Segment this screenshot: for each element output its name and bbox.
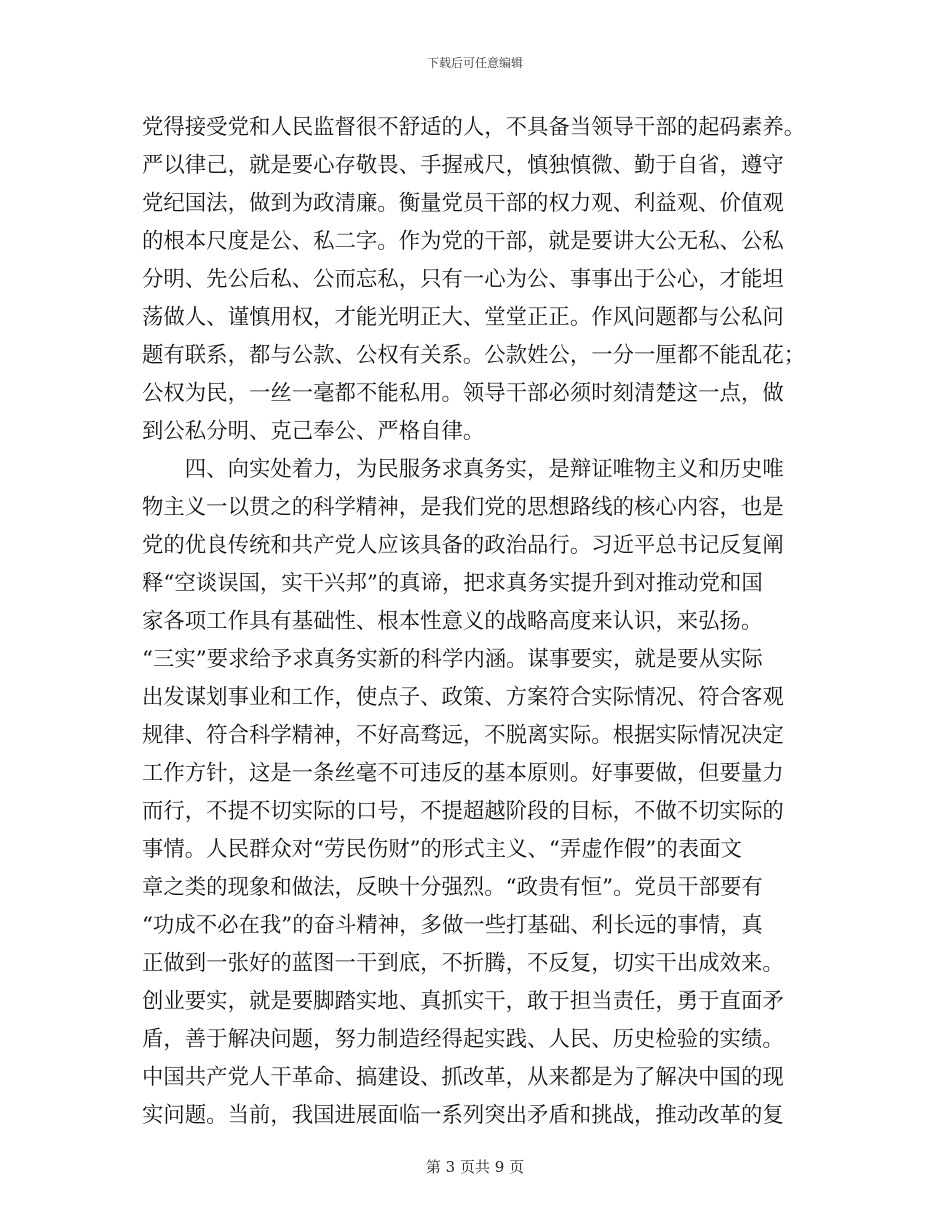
text-line: 正做到一张好的蓝图一干到底，不折腾，不反复，切实干出成效来。 xyxy=(142,951,784,976)
text-line: 物主义一以贯之的科学精神，是我们党的思想路线的核心内容，也是 xyxy=(142,495,784,520)
text-line: 规律、符合科学精神，不好高骛远，不脱离实际。根据实际情况决定 xyxy=(142,723,784,748)
text-line: 实问题。当前，我国进展面临一系列突出矛盾和挑战，推动改革的复 xyxy=(142,1103,784,1128)
page-header: 下载后可任意编辑 xyxy=(426,56,523,70)
text-line: 到公私分明、克己奉公、严格自律。 xyxy=(142,419,485,444)
text-line: 事情。人民群众对“劳民伤财”的形式主义、“弄虚作假”的表面文 xyxy=(142,837,742,862)
text-line: 公权为民，一丝一毫都不能私用。领导干部必须时刻清楚这一点，做 xyxy=(142,381,784,406)
text-line: 荡做人、谨慎用权，才能光明正大、堂堂正正。作风问题都与公私问 xyxy=(142,305,784,330)
text-line: 题有联系，都与公款、公权有关系。公款姓公，一分一厘都不能乱花； xyxy=(142,343,806,368)
text-line: “三实”要求给予求真务实新的科学内涵。谋事要实，就是要从实际 xyxy=(142,647,763,672)
text-line: 党得接受党和人民监督很不舒适的人，不具备当领导干部的起码素养。 xyxy=(142,115,806,140)
text-line: 中国共产党人干革命、搞建设、抓改革，从来都是为了解决中国的现 xyxy=(142,1065,784,1090)
text-line: 家各项工作具有基础性、根本性意义的战略高度来认识，来弘扬。 xyxy=(142,609,763,634)
text-line: 章之类的现象和做法，反映十分强烈。“政贵有恒”。党员干部要有 xyxy=(142,875,763,900)
page-footer: 第 3 页共 9 页 xyxy=(425,1158,525,1176)
text-line: 而行，不提不切实际的口号，不提超越阶段的目标，不做不切实际的 xyxy=(142,799,784,824)
text-line: 工作方针，这是一条丝毫不可违反的基本原则。好事要做，但要量力 xyxy=(142,761,784,786)
text-line: 创业要实，就是要脚踏实地、真抓实干，敢于担当责任，勇于直面矛 xyxy=(142,989,784,1014)
text-line: 党的优良传统和共产党人应该具备的政治品行。习近平总书记反复阐 xyxy=(142,533,784,558)
text-line: 释“空谈误国，实干兴邦”的真谛，把求真务实提升到对推动党和国 xyxy=(142,571,763,596)
text-line: “功成不必在我”的奋斗精神，多做一些打基础、利长远的事情，真 xyxy=(142,913,763,938)
text-line: 分明、先公后私、公而忘私，只有一心为公、事事出于公心，才能坦 xyxy=(142,267,784,292)
document-body xyxy=(142,109,812,1135)
text-line: 严以律己，就是要心存敬畏、手握戒尺，慎独慎微、勤于自省，遵守 xyxy=(142,153,784,178)
text-line: 党纪国法，做到为政清廉。衡量党员干部的权力观、利益观、价值观 xyxy=(142,191,784,216)
text-line: 出发谋划事业和工作，使点子、政策、方案符合实际情况、符合客观 xyxy=(142,685,784,710)
text-line: 的根本尺度是公、私二字。作为党的干部，就是要讲大公无私、公私 xyxy=(142,229,784,254)
text-line: 盾，善于解决问题，努力制造经得起实践、人民、历史检验的实绩。 xyxy=(142,1027,784,1052)
text-line: 四、向实处着力，为民服务求真务实，是辩证唯物主义和历史唯 xyxy=(142,457,784,482)
